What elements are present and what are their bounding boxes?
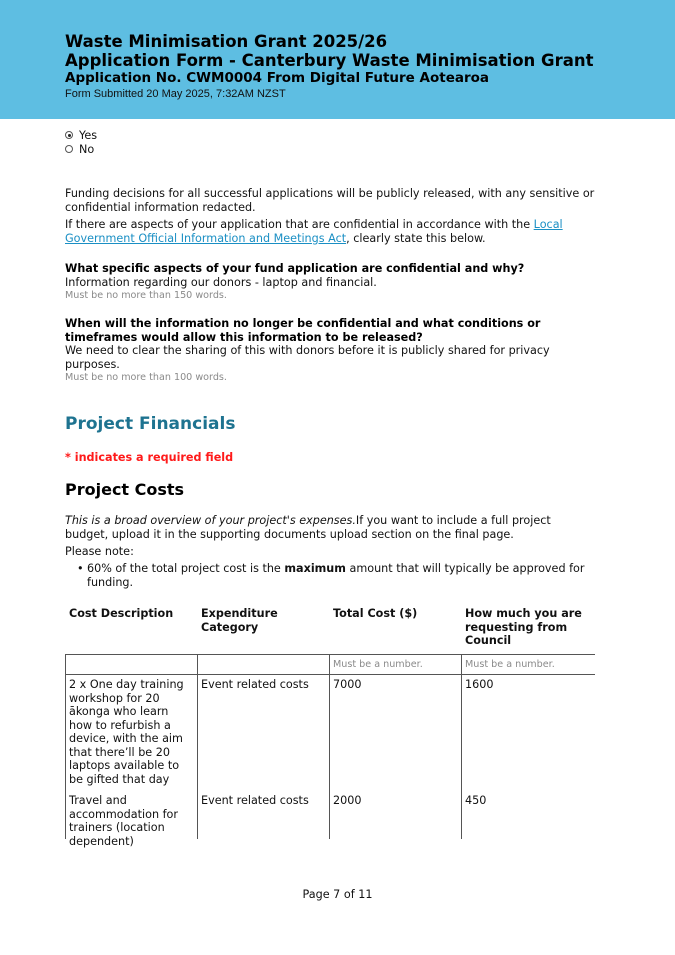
radio-checked-icon[interactable] (65, 131, 73, 139)
table-cell: Must be a number. (461, 655, 594, 674)
table-header (65, 607, 595, 654)
required-field-note: * indicates a required field (65, 451, 234, 464)
table-cell (197, 655, 329, 674)
total-cost-cell: 7000 (329, 675, 461, 791)
confidential-aspects-field (65, 262, 595, 302)
requested-amount-cell: 450 (461, 791, 594, 839)
radio-unchecked-icon[interactable] (65, 145, 73, 153)
confidentiality-instruction: If there are aspects of your application that are confidential in accordance with the Local Government Official Information and Meetings Act, clearly state this below. (65, 218, 563, 245)
application-number: Application No. CWM0004 From Digital Future Aotearoa (65, 70, 490, 86)
section-heading-project-financials: Project Financials (65, 414, 236, 434)
radio-label: No (79, 142, 95, 156)
field-value: We need to clear the sharing of this with donors before it is publicly shared for privacy purposes. (65, 344, 550, 371)
field-value: Information regarding our donors - laptop and financial. (65, 275, 377, 289)
grant-title: Waste Minimisation Grant 2025/26 (65, 32, 388, 51)
table-cell (65, 655, 197, 674)
column-header: Expenditure Category (201, 607, 278, 634)
table-hint-row (65, 654, 595, 674)
form-title: Application Form - Canterbury Waste Minimisation Grant (65, 51, 594, 70)
table-row (65, 674, 595, 791)
table-row (65, 791, 595, 848)
field-hint: Must be no more than 100 words. (65, 372, 227, 383)
expenditure-category-cell: Event related costs (197, 675, 329, 791)
page-number: Page 7 of 11 (302, 888, 373, 901)
column-header: Cost Description (69, 607, 174, 620)
field-label: When will the information no longer be confidential and what conditions or timeframes would allow this information to be released? (65, 317, 541, 344)
submission-timestamp: Form Submitted 20 May 2025, 7:32AM NZST (65, 88, 286, 100)
cost-description-cell: Travel and accommodation for trainers (location dependent) (65, 791, 197, 839)
project-costs-table (65, 607, 595, 848)
lgoima-act-link[interactable]: Local Government Official Information and Meetings Act (65, 218, 563, 245)
radio-option-no[interactable] (65, 142, 97, 156)
subsection-heading-project-costs: Project Costs (65, 480, 185, 499)
field-label: What specific aspects of your fund application are confidential and why? (65, 262, 525, 275)
field-hint: Must be no more than 150 words. (65, 290, 227, 301)
column-header: How much you are requesting from Council (465, 607, 582, 647)
column-header: Total Cost ($) (333, 607, 418, 620)
yes-no-radio-group (65, 128, 97, 156)
table-cell: Must be a number. (329, 655, 461, 674)
costs-overview-text: This is a broad overview of your project's expenses.If you want to include a full project budget, upload it in the supporting documents upload section on the final page. (65, 514, 551, 541)
total-cost-cell: 2000 (329, 791, 461, 839)
confidentiality-release-field (65, 317, 565, 384)
form-header-banner (0, 0, 675, 119)
please-note-label: Please note: (65, 545, 134, 558)
radio-option-yes[interactable] (65, 128, 97, 142)
expenditure-category-cell: Event related costs (197, 791, 329, 839)
radio-label: Yes (79, 128, 98, 142)
cost-description-cell: 2 x One day training workshop for 20 ākonga who learn how to refurbish a device, with the aim that there’ll be 20 laptops available to be gifted that day (65, 675, 197, 791)
requested-amount-cell: 1600 (461, 675, 594, 791)
note-item: • 60% of the total project cost is the maximum amount that will typically be approved for funding. (87, 562, 587, 589)
notes-list (65, 562, 587, 589)
funding-decisions-text: Funding decisions for all successful applications will be publicly released, with any sensitive or confidential information redacted. (65, 187, 595, 214)
